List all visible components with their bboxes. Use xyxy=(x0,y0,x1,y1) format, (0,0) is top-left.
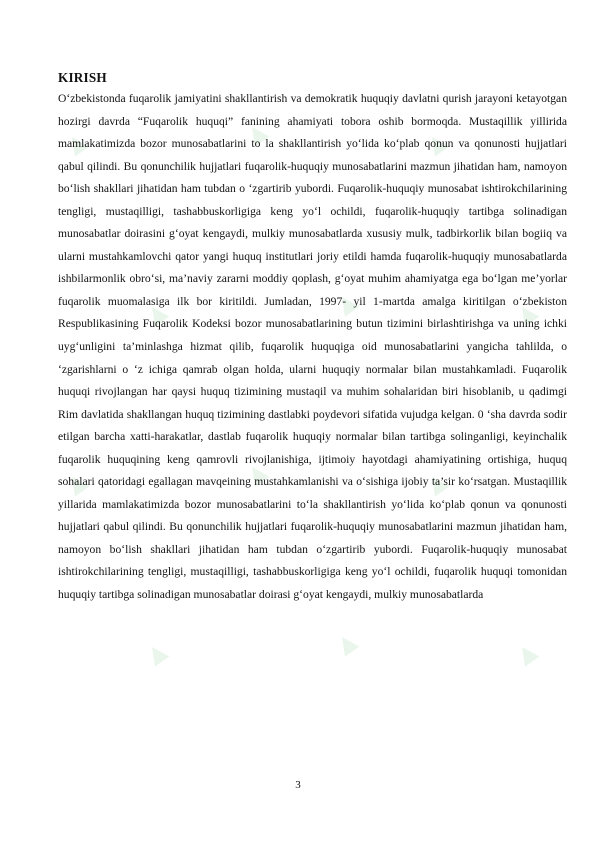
watermark-mark: ▲ xyxy=(235,111,279,156)
watermark-mark: ▲ xyxy=(325,281,369,326)
watermark-mark: ▲ xyxy=(415,461,459,506)
watermark-mark: ▲ xyxy=(415,121,459,166)
watermark-mark: ▲ xyxy=(325,621,369,666)
watermark-mark: ▲ xyxy=(135,631,179,676)
page-number: 3 xyxy=(295,779,301,791)
watermark-mark: ▲ xyxy=(55,121,99,166)
body-paragraph: O‘zbekistonda fuqarolik jamiyatini shakllantirish va demokratik huquqiy davlatni qurish jarayoni ketayotgan hozirgi davrda “Fuqarolik huquqi” fanining ahamiyati tobora oshib bormoqda. Mustaqillik yillirida mamlakatimizda bozor munosabatlarini to la shakllantirish yo‘lida ko‘plab qonun va qonunosti hujjatlari qabul qilindi. Bu qonunchilik hujjatlari fuqarolik-huquqiy munosabatlarini mazmun jihatidan ham, namoyon bo‘lish shakllari jihatidan ham tubdan o ‘zgartirib yubordi. Fuqarolik-huquqiy munosabat ishtirokchilarining tengligi, mustaqilligi, tashabbuskorligiga keng yo‘l ochildi, fuqarolik-huquqiy tartibga solinadigan munosabatlar doirasini g‘oyat kengaydi, mulkiy munosabatlarda xususiy mulk, tadbirkorlik bilan bogiiq va ularni mustahkamlovchi qator yangi huquq institutlari joriy etildi hamda fuqarolik-huquqiy munosabatlarda ishbilarmonlik obro‘si, ma’naviy zararni moddiy qoplash, g‘oyat muhim ahamiyatga ega bo‘lgan me’yorlar fuqarolik muomalasiga ilk bor kiritildi. Jumladan, 1997- yil 1-martda amalga kiritilgan o‘zbekiston Respublikasining Fuqarolik Kodeksi bozor munosabatlarining butun tizimini birlashtirishga va uning ichki uyg‘unligini ta’minlashga hizmat qilib, fuqarolik huquqiga oid munosabatlarini yangicha tahlilda, o ‘zgarishlarni o ‘z ichiga qamrab olgan holda, ularni huquqiy normalar bilan mustahkamladi. Fuqarolik huquqi rivojlangan har qaysi huquq tizimining mustaqil va muhim sohalaridan biri hisoblanib, u qadimgi Rim davlatida shakllangan huquq tizimining dastlabki poydevori sifatida vujudga kelgan. 0 ‘sha davrda sodir etilgan barcha xatti-harakatlar, dastlab fuqarolik huquqiy normalar bilan tartibga solinganligi, keyinchalik fuqarolik huquqining keng qamrovli rivojlanishiga, ijtimoiy hayotdagi ahamiyatining ortishiga, huquq sohalari qatoridagi egallagan mavqeining mustahkamlanishi va o‘sishiga ijobiy ta’sir ko‘rsatgan. Mustaqillik yillarida mamlakatimizda bozor munosabatlarini to‘la shakllantirish yo‘lida ko‘plab qonun va qonunosti hujjatlari qabul qilindi. Bu qonunchilik hujjatlari fuqarolik-huquqiy munosabatlarini mazmun jihatidan ham, namoyon bo‘lish shakllari jihatidan ham tubdan o‘zgartirib yubordi. Fuqarolik-huquqiy munosabat ishtirokchilarining tengligi, mustaqilligi, tashabbuskorligiga keng yo‘l ochildi, fuqarolik huquqi tomonidan huquqiy tartibga solinadigan munosabatlar doirasi g‘oyat kengaydi, mulkiy munosabatlarda xyxy=(58,92,567,602)
watermark-mark: ▲ xyxy=(505,291,549,336)
watermark-mark: ▲ xyxy=(135,291,179,336)
section-heading: KIRISH xyxy=(58,70,107,85)
watermark-mark: ▲ xyxy=(235,451,279,496)
watermark-mark: ▲ xyxy=(55,461,99,506)
watermark-mark: ▲ xyxy=(505,631,549,676)
